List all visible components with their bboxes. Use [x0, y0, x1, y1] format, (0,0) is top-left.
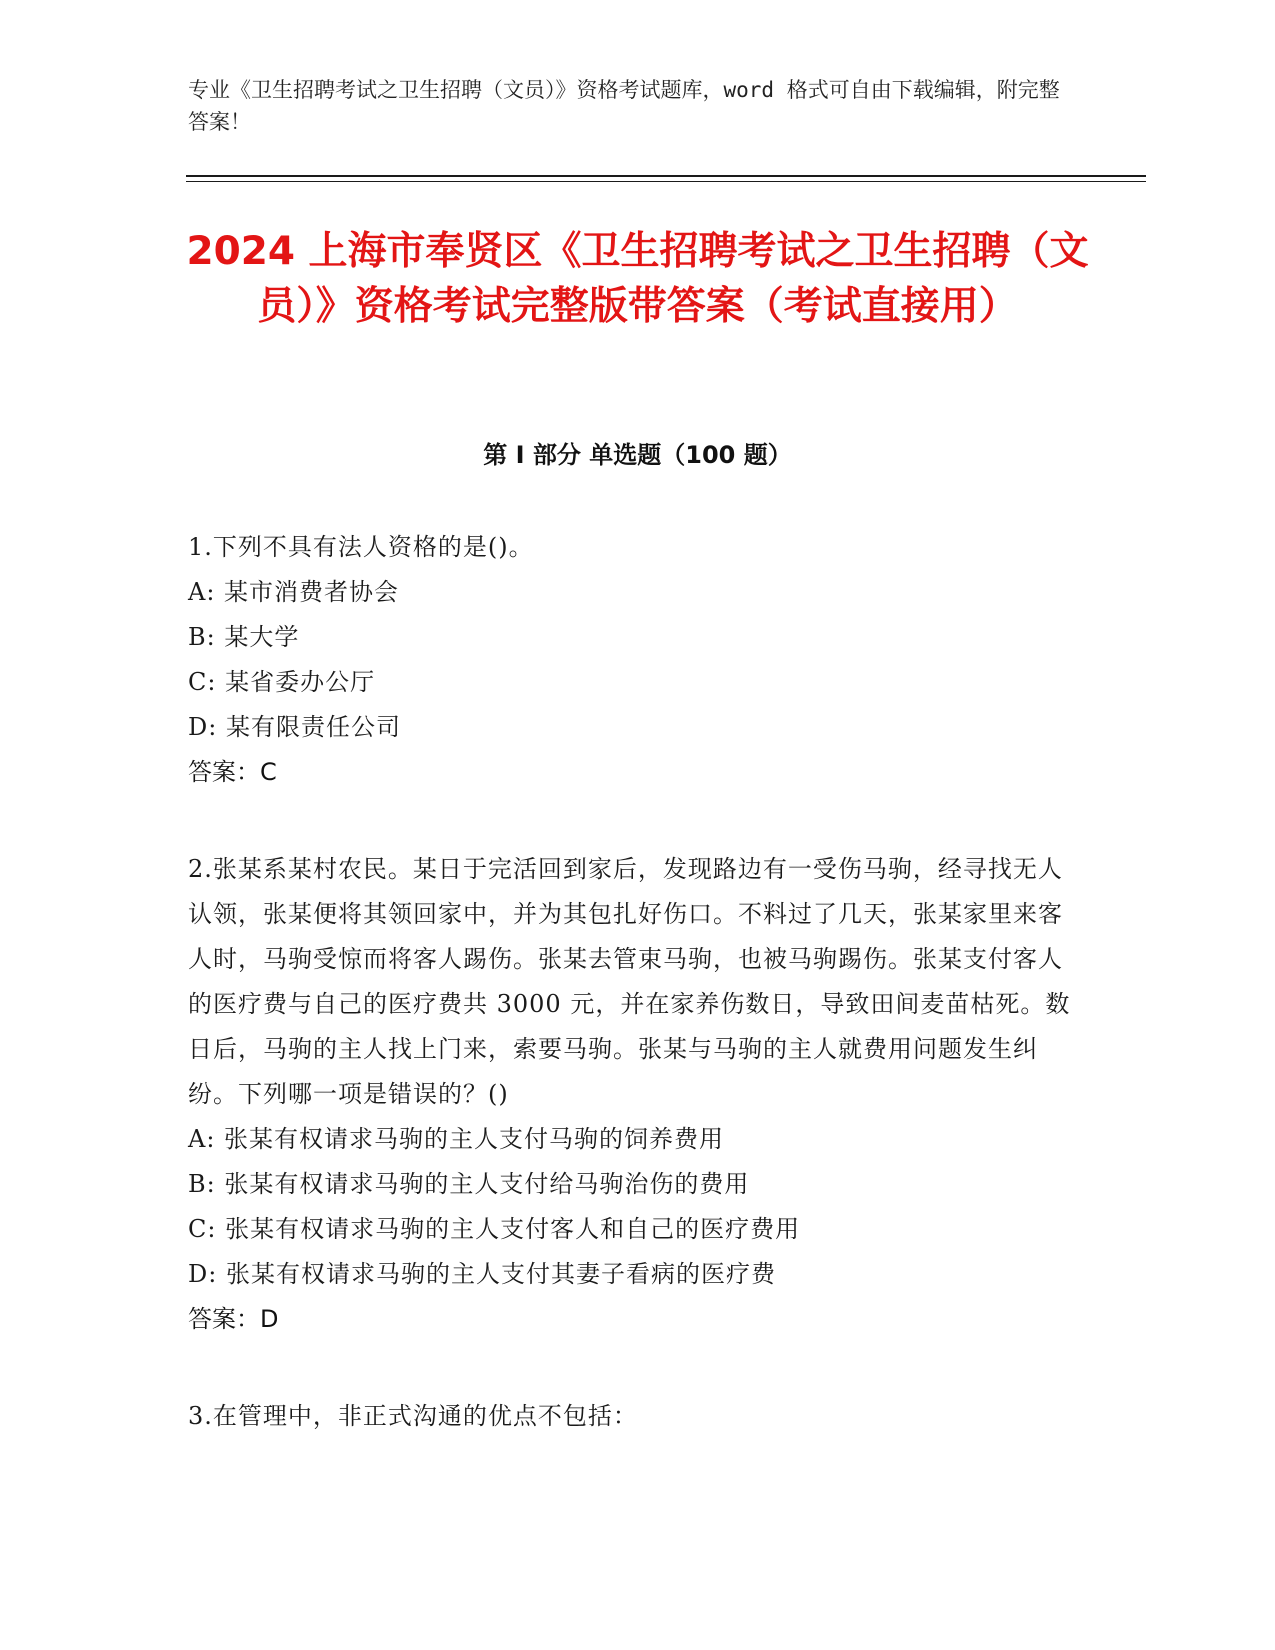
option-d: D: 某有限责任公司 [188, 713, 401, 741]
option-a: A: 张某有权请求马驹的主人支付马驹的饲养费用 [188, 1125, 725, 1153]
option-b: B: 张某有权请求马驹的主人支付给马驹治伤的费用 [188, 1170, 750, 1198]
document-title: 2024 上海市奉贤区《卫生招聘考试之卫生招聘（文员）》资格考试完整版带答案（考试直接用） [186, 229, 1089, 329]
answer-line: 答案：C [188, 758, 277, 786]
answer-line: 答案：D [188, 1305, 279, 1333]
question-1 [188, 525, 1078, 795]
question-2 [188, 847, 1078, 1342]
option-c: C: 张某有权请求马驹的主人支付客人和自己的医疗费用 [188, 1215, 801, 1243]
header-divider-thick [186, 175, 1146, 177]
option-d: D: 张某有权请求马驹的主人支付其妻子看病的医疗费 [188, 1260, 776, 1288]
option-c: C: 某省委办公厅 [188, 668, 376, 696]
option-b: B: 某大学 [188, 623, 300, 651]
page-header-note: 专业《卫生招聘考试之卫生招聘（文员）》资格考试题库，word 格式可自由下载编辑，附完整答案！ [188, 78, 1060, 134]
question-list [188, 525, 1078, 1491]
section-heading: 第 I 部分 单选题（100 题） [483, 441, 792, 469]
question-3 [188, 1394, 1078, 1439]
header-divider-thin [186, 181, 1146, 182]
option-a: A: 某市消费者协会 [188, 578, 400, 606]
question-stem: 1.下列不具有法人资格的是()。 [188, 533, 534, 561]
question-stem: 3.在管理中，非正式沟通的优点不包括： [188, 1402, 638, 1430]
question-stem: 2.张某系某村农民。某日于完活回到家后，发现路边有一受伤马驹，经寻找无人认领，张某便将其领回家中，并为其包扎好伤口。不料过了几天，张某家里来客人时，马驹受惊而将客人踢伤。张某去管束马驹，也被马驹踢伤。张某支付客人的医疗费与自己的医疗费共 3000 元，并在家养伤数日，导致田间麦苗枯死。数日后，马驹的主人找上门来，索要马驹。张某与马驹的主人就费用问题发生纠纷。下列哪一项是错误的？() [188, 855, 1071, 1108]
